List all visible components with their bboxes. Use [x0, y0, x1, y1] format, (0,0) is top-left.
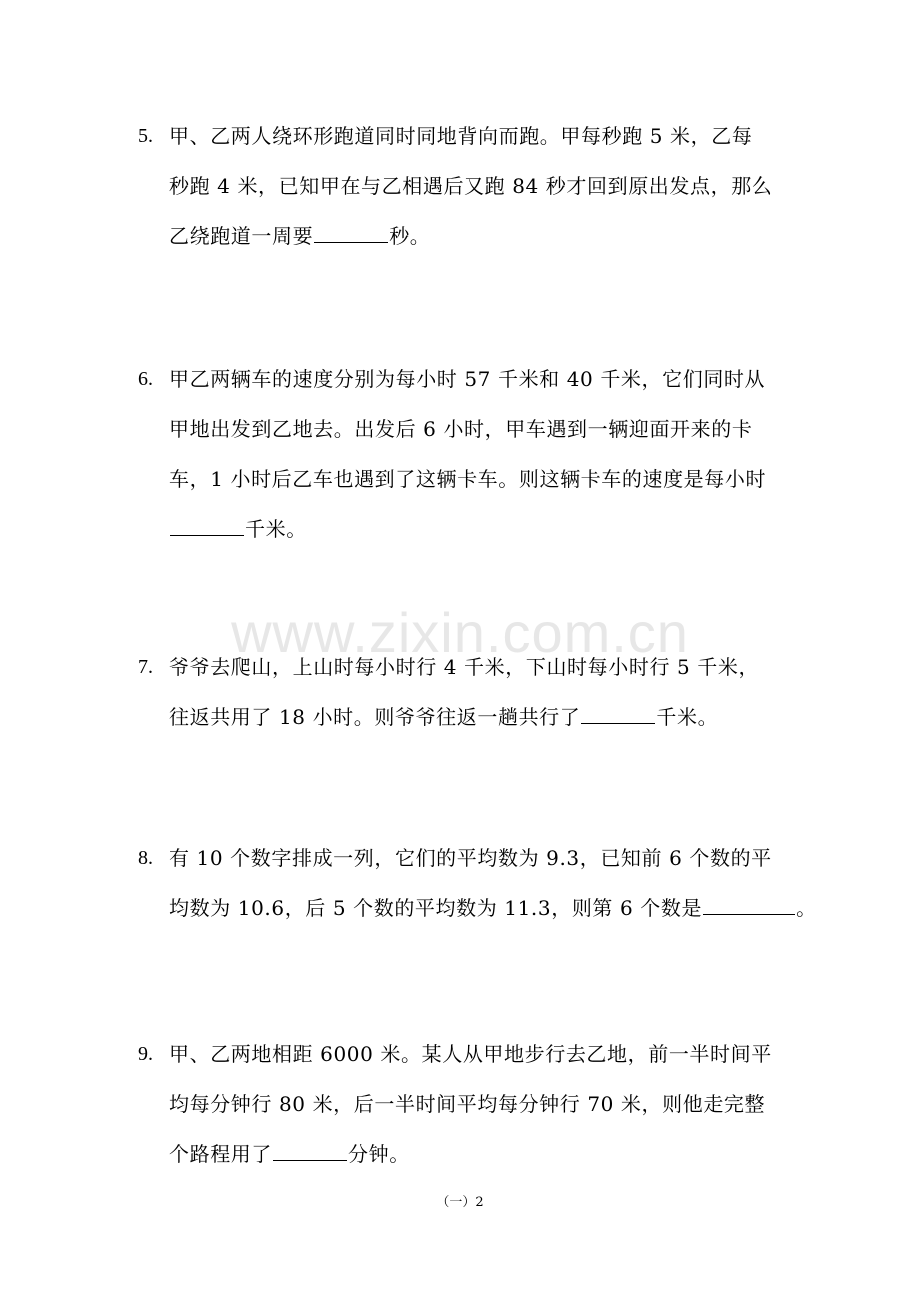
problem-number: 8.	[138, 847, 153, 869]
text-before-blank: 往返共用了 18 小时。则爷爷往返一趟共行了	[169, 705, 581, 729]
text-after-blank: 。	[796, 896, 817, 920]
problem-line-with-blank	[169, 693, 718, 741]
answer-blank[interactable]	[581, 705, 655, 724]
problem-line: 有 10 个数字排成一列，它们的平均数为 9.3，已知前 6 个数的平	[169, 846, 772, 870]
problem-line: 均每分钟行 80 米，后一半时间平均每分钟行 70 米，则他走完整	[169, 1092, 766, 1116]
answer-blank[interactable]	[273, 1142, 347, 1161]
problem-number: 7.	[138, 656, 153, 678]
answer-blank[interactable]	[703, 896, 795, 915]
problem-number: 6.	[138, 368, 153, 390]
text-after-blank: 分钟。	[348, 1142, 410, 1166]
text-before-blank: 个路程用了	[169, 1142, 272, 1166]
problem-line-with-blank	[169, 505, 307, 553]
problem-line: 爷爷去爬山，上山时每小时行 4 千米，下山时每小时行 5 千米，	[169, 655, 760, 679]
problem-line-with-blank	[169, 212, 430, 260]
problem-line: 车，1 小时后乙车也遇到了这辆卡车。则这辆卡车的速度是每小时	[169, 467, 767, 491]
text-before-blank: 均数为 10.6，后 5 个数的平均数为 11.3，则第 6 个数是	[169, 896, 703, 920]
text-after-blank: 秒。	[389, 224, 431, 248]
problem-line: 甲乙两辆车的速度分别为每小时 57 千米和 40 千米，它们同时从	[169, 367, 766, 391]
text-after-blank: 千米。	[656, 705, 719, 729]
watermark: www.zixin.com.cn	[231, 601, 689, 664]
problem-line: 甲地出发到乙地去。出发后 6 小时，甲车遇到一辆迎面开来的卡	[169, 417, 753, 441]
problem-number: 5.	[138, 125, 153, 147]
text-before-blank: 乙绕跑道一周要	[169, 224, 314, 248]
problem-line: 甲、乙两地相距 6000 米。某人从甲地步行去乙地，前一半时间平	[169, 1042, 772, 1066]
page-number: （一）2	[436, 1195, 484, 1210]
problem-line: 甲、乙两人绕环形跑道同时同地背向而跑。甲每秒跑 5 米，乙每	[169, 124, 753, 148]
text-after-blank: 千米。	[245, 517, 307, 541]
problem-line: 秒跑 4 米，已知甲在与乙相遇后又跑 84 秒才回到原出发点，那么	[169, 174, 773, 198]
answer-blank[interactable]	[170, 517, 244, 536]
problem-number: 9.	[138, 1043, 153, 1065]
answer-blank[interactable]	[314, 224, 388, 243]
problem-line-with-blank	[169, 884, 817, 932]
problem-line-with-blank	[169, 1130, 410, 1178]
